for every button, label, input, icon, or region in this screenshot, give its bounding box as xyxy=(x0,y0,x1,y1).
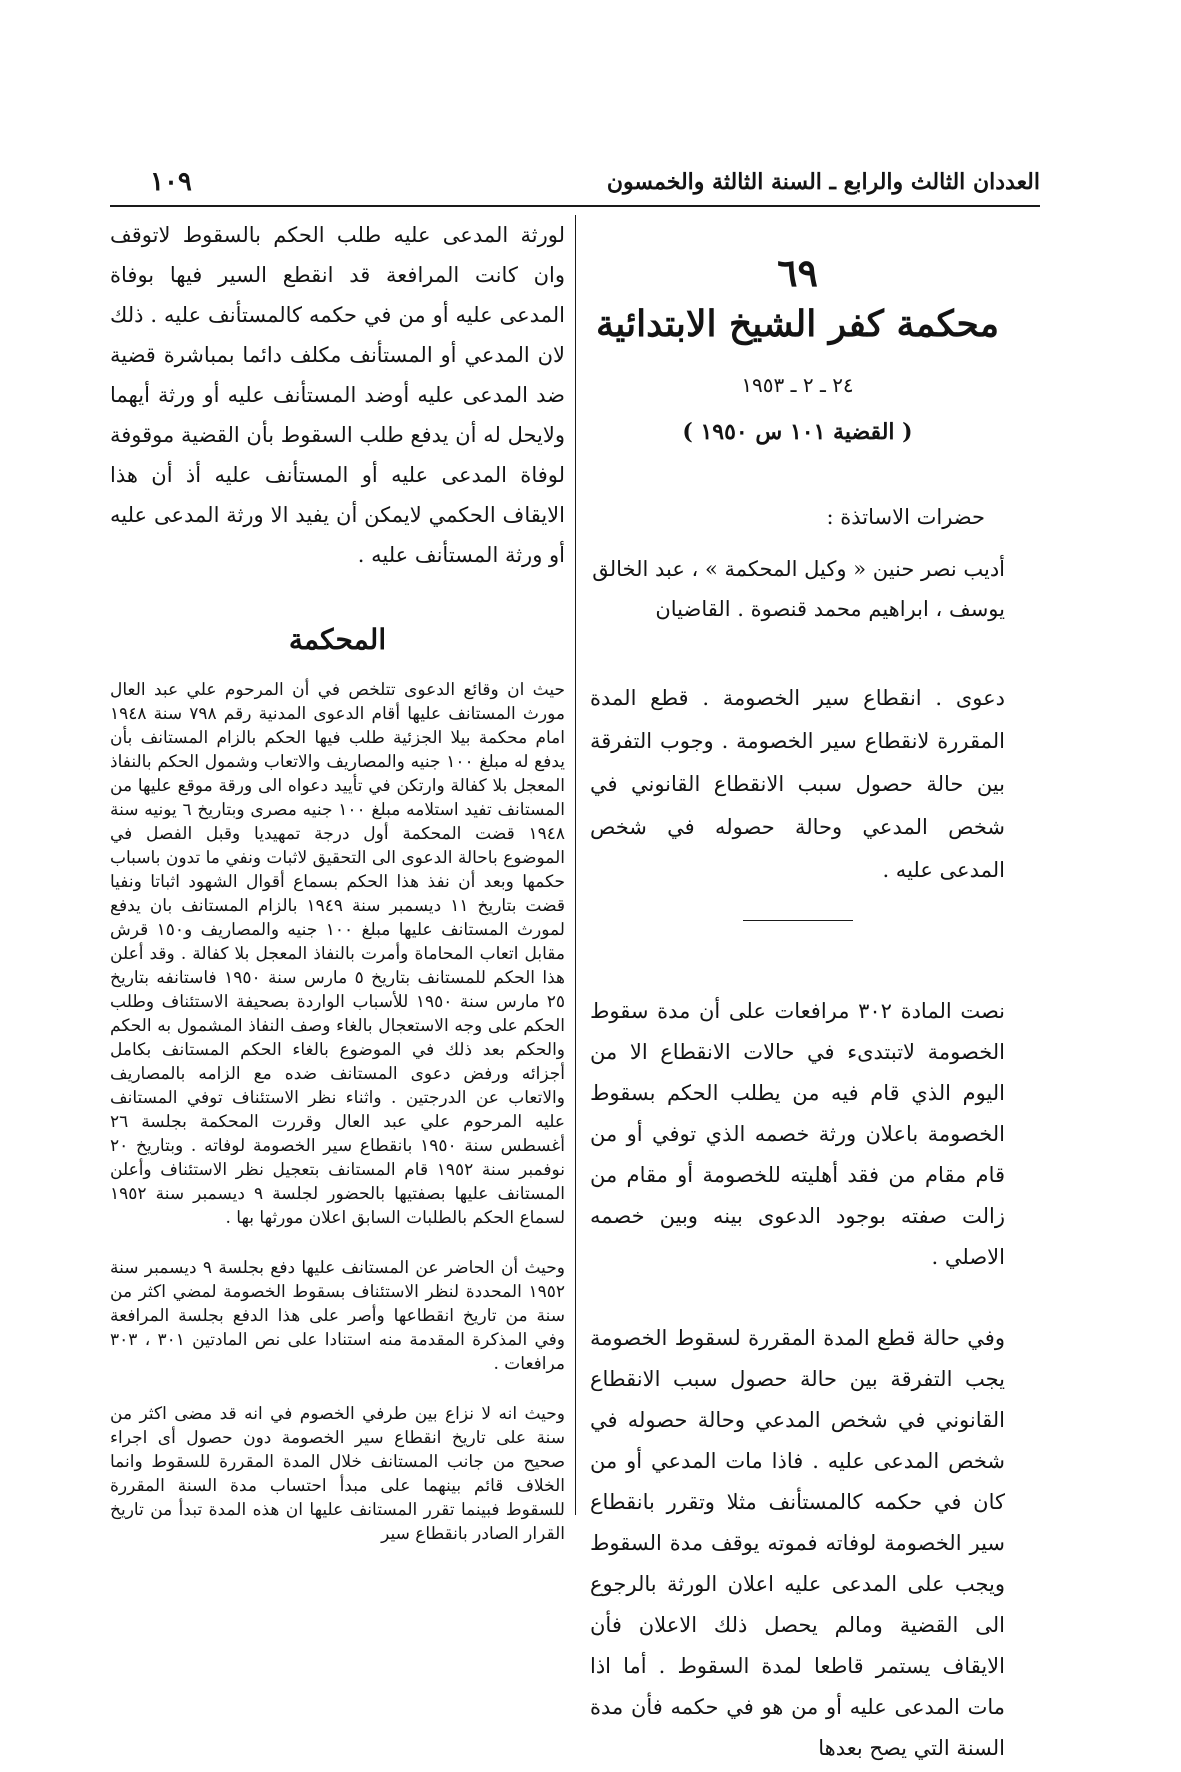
case-number: ٦٩ xyxy=(777,250,818,295)
judgment-paragraph-3: وحيث انه لا نزاع بين طرفي الخصوم في انه قد مضى اكثر من سنة على تاريخ انقطاع سير الخصومة دون حصول أى اجراء صحيح من جانب المستانف خلال المدة المقررة للسقوط وانما الخلاف قائم بينهما على مبدأ احتساب مدة السنة المقررة للسقوط فبينما تقرر المستانف عليها ان هذه المدة تبدأ من تاريخ القرار الصادر بانقطاع سير xyxy=(110,1404,565,1544)
case-summary: دعوى . انقطاع سير الخصومة . قطع المدة المقررة لانقطاع سير الخصومة . وجوب التفرقة بين حالة حصول سبب الانقطاع القانوني في شخص المدعي وحالة حصوله في شخص المدعى عليه . xyxy=(590,686,1005,882)
header-rule xyxy=(110,205,1040,207)
court-name: محكمة كفر الشيخ الابتدائية xyxy=(595,303,999,345)
judgment-paragraph-2: وحيث أن الحاضر عن المستانف عليها دفع بجلسة ٩ ديسمبر سنة ١٩٥٢ المحددة لنظر الاستئناف بسقوط الخصومة لمضي اكثر من سنة من تاريخ انقطاعها وأصر على هذا الدفع بجلسة المرافعة وفي المذكرة المقدمة منه استنادا على نص المادتين ٣٠١ ، ٣٠٣ مرافعات . xyxy=(110,1258,566,1374)
section-rule xyxy=(743,920,853,921)
judgment-paragraph-1: حيث ان وقائع الدعوى تتلخص في أن المرحوم علي عبد العال مورث المستانف عليها أقام الدعوى المدنية رقم ٧٩٨ سنة ١٩٤٨ امام محكمة بيلا الجزئية طلب فيها الحكم بالزام المستانف بأن يدفع له مبلغ ١٠٠ جنيه والمصاريف والاتعاب وشمول الحكم بالنفاذ المعجل بلا كفالة وارتكن في تأييد دعواه الى ورقة موقع عليها من المستانف تفيد استلامه مبلغ ١٠٠ جنيه مصرى وبتاريخ ٦ يونيه سنة ١٩٤٨ قضت المحكمة أول درجة تمهيديا وقبل الفصل في الموضوع باحالة الدعوى الى التحقيق لاثبات ونفي ما تدون باسباب حكمها وبعد أن نفذ هذا الحكم بسماع أقوال الشهود اثباتا ونفيا قضت بتاريخ ١١ ديسمبر سنة ١٩٤٩ بالزام المستانف بان يدفع لمورث المستانف عليها مبلغ ١٠٠ جنيه والمصاريف و١٥٠ قرش مقابل اتعاب المحاماة وأمرت بالنفاذ المعجل بلا كفالة . وقد أعلن هذا الحكم للمستانف بتاريخ ٥ مارس سنة ١٩٥٠ فاستانفه بتاريخ ٢٥ مارس سنة ١٩٥٠ للأسباب الواردة بصحيفة الاستئناف وطلب الحكم على وجه الاستعجال بالغاء وصف النفاذ المشمول به الحكم والحكم بعد ذلك في الموضوع بالغاء الحكم المستانف بكامل أجزائه ورفض دعوى المستانف ضده مع الزامه بالمصاريف والاتعاب عن الدرجتين . واثناء نظر الاستئناف توفي المستانف عليه المرحوم علي عبد العال وقررت المحكمة بجلسة ٢٦ أغسطس سنة ١٩٥٠ بانقطاع سير الخصومة لوفاته . وبتاريخ ٢٠ نوفمبر سنة ١٩٥٢ قام المستانف بتعجيل نظر الاستئناف وأعلن المستانف عليها بصفتيها بالحضور لجلسة ٩ ديسمبر سنة ١٩٥٢ لسماع الحكم بالطلبات السابق اعلان مورثها بها . xyxy=(110,680,566,1228)
judges-line-2: يوسف ، ابراهيم محمد قنصوة . القاضيان xyxy=(655,597,1005,621)
principle-paragraph-1: نصت المادة ٣٠٢ مرافعات على أن مدة سقوط الخصومة لاتبتدىء في حالات الانقطاع الا من اليوم الذي قام فيه من يطلب الحكم بسقوط الخصومة باعلان ورثة خصمه الذي توفي أو من قام مقام من فقد أهليته للخصومة أو مقام من زالت صفته بوجود الدعوى بينه وبين خصمه الاصلي . xyxy=(590,999,1005,1269)
case-date: ٢٤ ـ ٢ ـ ١٩٥٣ xyxy=(741,373,854,397)
principle-continuation: لورثة المدعى عليه طلب الحكم بالسقوط لاتوقف وان كانت المرافعة قد انقطع السير فيها بوفاة المدعى عليه أو من في حكمه كالمستأنف عليه . ذلك لان المدعي أو المستأنف مكلف دائما بمباشرة قضية ضد المدعى عليه أوضد المستأنف عليه أو ورثة أيهما ولايحل له أن يدفع طلب السقوط بأن القضية موقوفة لوفاة المدعى عليه أو المستأنف عليه أذ أن هذا الايقاف الحكمي لايمكن أن يفيد الا ورثة المدعى عليه أو ورثة المستأنف عليه . xyxy=(110,223,565,567)
judges-line-1: أديب نصر حنين « وكيل المحكمة » ، عبد الخالق xyxy=(592,557,1005,581)
running-header xyxy=(150,160,1040,204)
right-column xyxy=(590,215,1005,1769)
left-column xyxy=(110,215,565,1546)
case-reference: ( القضية ١٠١ س ١٩٥٠ ) xyxy=(682,419,913,445)
column-divider xyxy=(575,215,576,1515)
journal-issue-title: العددان الثالث والرابع ـ السنة الثالثة والخمسون xyxy=(606,169,1040,195)
section-heading: المحكمة xyxy=(288,623,387,656)
principle-paragraph-2: وفي حالة قطع المدة المقررة لسقوط الخصومة يجب التفرقة بين حالة حصول سبب الانقطاع القانوني في شخص المدعي وحالة حصوله في شخص المدعى عليه . فاذا مات المدعي أو من كان في حكمه كالمستأنف مثلا وتقرر بانقطاع سير الخصومة لوفاته فموته يوقف مدة السقوط ويجب على المدعى عليه اعلان الورثة بالرجوع الى القضية ومالم يحصل ذلك الاعلان فأن الايقاف يستمر قاطعا لمدة السقوط . أما اذا مات المدعى عليه أو من هو في حكمه فأن مدة السنة التي يصح بعدها xyxy=(590,1326,1005,1760)
page-number: ١٠٩ xyxy=(150,167,192,197)
judges-label: حضرات الاساتذة : xyxy=(826,505,985,529)
